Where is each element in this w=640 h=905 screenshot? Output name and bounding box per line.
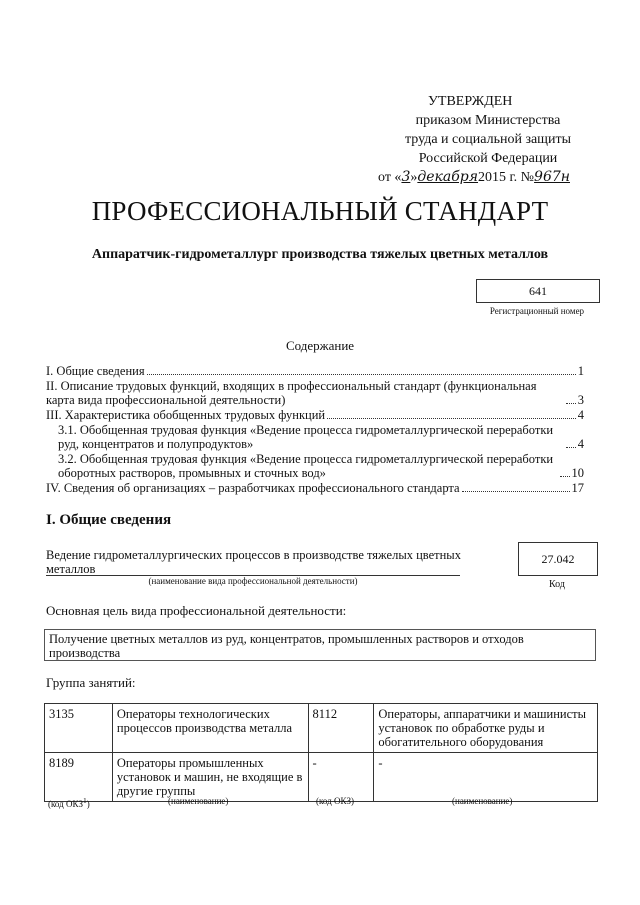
date-mid: » [410, 170, 418, 185]
goal-box: Получение цветных металлов из руд, концентратов, промышленных растворов и отходов производства [44, 629, 596, 661]
table-of-contents [46, 364, 584, 496]
table-row [45, 704, 598, 753]
code-caption: Код [549, 579, 565, 590]
toc-item-text: II. Описание трудовых функций, входящих в профессиональный стандарт (функциональная карта вида профессиональной деятельности) [46, 379, 537, 407]
goal-heading: Основная цель вида профессиональной деятельности: [46, 603, 347, 618]
date-month: декабря [417, 169, 479, 185]
toc-item-page: 1 [577, 364, 584, 378]
standard-name: Аппаратчик-гидрометаллург производства тяжелых цветных металлов [91, 247, 549, 262]
page-title: ПРОФЕССИОНАЛЬНЫЙ СТАНДАРТ [91, 196, 549, 226]
toc-item[interactable] [46, 452, 584, 480]
toc-leader [147, 374, 576, 375]
occupation-name-cell: Операторы промышленных установок и машин, не входящие в другие группы [112, 753, 308, 802]
toc-item-page: 10 [571, 466, 584, 480]
okz-code-cell: 8189 [45, 753, 113, 802]
occupation-name-cell: Операторы технологических процессов производства металла [112, 704, 308, 753]
toc-item[interactable] [46, 423, 584, 451]
date-prefix: от « [378, 170, 402, 185]
toc-item-page: 4 [577, 408, 584, 422]
section-heading: I. Общие сведения [46, 512, 172, 528]
approval-line3: труда и социальной защиты [405, 132, 571, 147]
registration-number-box: 641 [476, 279, 600, 303]
toc-item-page: 4 [577, 437, 584, 451]
activity-kind: Ведение гидрометаллургических процессов в производстве тяжелых цветных металлов [46, 548, 461, 576]
toc-item-text: I. Общие сведения [46, 364, 145, 378]
toc-item-text: 3.1. Обобщенная трудовая функция «Ведение процесса гидрометаллургической переработки руд, концентратов и полупродуктов» [58, 423, 554, 451]
toc-item[interactable] [46, 408, 584, 422]
activity-caption: (наименование вида профессиональной деятельности) [148, 576, 358, 586]
caption-okz-code [48, 796, 90, 809]
toc-item-page: 3 [577, 393, 584, 407]
toc-leader [327, 418, 576, 419]
toc-item[interactable] [46, 364, 584, 378]
okz-code-cell: 3135 [45, 704, 113, 753]
toc-item-text: IV. Сведения об организациях – разработчиках профессионального стандарта [46, 481, 460, 495]
approval-line2: приказом Министерства [415, 113, 561, 128]
group-heading: Группа занятий: [46, 675, 136, 690]
date-year: 2015 г. № [478, 170, 535, 185]
footnote-mark[interactable]: 1 [83, 796, 87, 805]
okz-code-cell: - [308, 753, 374, 802]
okz-code-cell: 8112 [308, 704, 374, 753]
occupation-name-cell: - [374, 753, 598, 802]
toc-title: Содержание [285, 338, 355, 353]
date-day: 3 [401, 169, 411, 185]
activity-code-box: 27.042 [518, 542, 598, 576]
toc-leader [566, 403, 576, 404]
caption-okz-code-2: (код ОКЗ) [316, 796, 354, 806]
toc-item[interactable] [46, 481, 584, 495]
occupation-table [44, 703, 598, 802]
approval-status: УТВЕРЖДЕН [428, 94, 513, 109]
approval-date [378, 168, 598, 187]
toc-item-page: 17 [571, 481, 584, 495]
toc-item-text: 3.2. Обобщенная трудовая функция «Ведение процесса гидрометаллургической переработки оборотных растворов, промывных и сточных вод» [58, 452, 554, 480]
caption-name-2: (наименование) [452, 796, 513, 806]
toc-item-text: III. Характеристика обобщенных трудовых функций [46, 408, 326, 422]
approval-line4: Российской Федерации [418, 151, 558, 166]
caption-okz-close: ) [86, 799, 90, 809]
order-number: 967н [534, 169, 570, 185]
approval-block [378, 92, 598, 187]
toc-leader [560, 476, 570, 477]
toc-leader [462, 491, 570, 492]
occupation-name-cell: Операторы, аппаратчики и машинисты установок по обработке руды и обогатительного оборудования [374, 704, 598, 753]
registration-caption: Регистрационный номер [489, 306, 585, 316]
toc-item[interactable] [46, 379, 584, 407]
table-row [45, 753, 598, 802]
caption-okz-text: (код ОКЗ [48, 799, 83, 809]
caption-name: (наименование) [168, 796, 229, 806]
toc-leader [566, 447, 576, 448]
